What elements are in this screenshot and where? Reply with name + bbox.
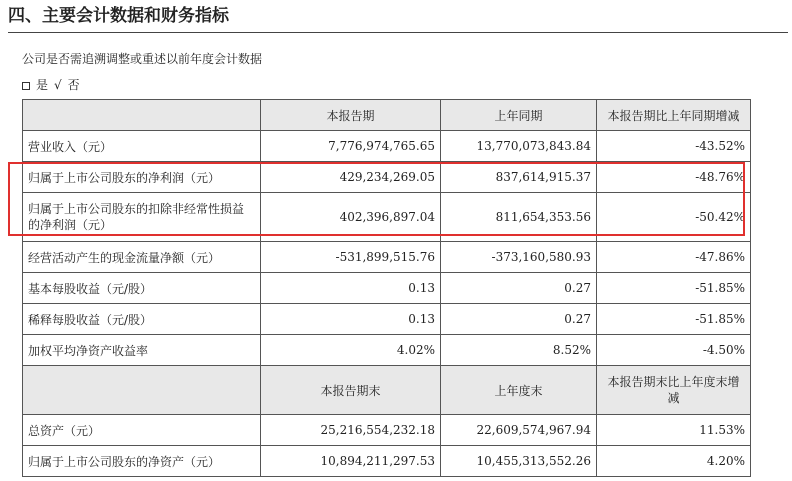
cell-value: -531,899,515.76 xyxy=(261,242,441,273)
check-mark: √ xyxy=(54,78,62,92)
header-label xyxy=(23,100,261,131)
restatement-question: 公司是否需追溯调整或重述以前年度会计数据 xyxy=(22,52,263,66)
section-title: 四、主要会计数据和财务指标 xyxy=(8,2,788,33)
table-row xyxy=(23,242,751,273)
cell-value: 0.13 xyxy=(261,304,441,335)
cell-value: 4.02% xyxy=(261,335,441,366)
cell-value: -48.76% xyxy=(597,162,751,193)
table-row xyxy=(23,335,751,366)
cell-value: -47.86% xyxy=(597,242,751,273)
table-header-row xyxy=(23,366,751,415)
header-prior-period: 上年同期 xyxy=(441,100,597,131)
cell-value: 0.27 xyxy=(441,273,597,304)
cell-value: -50.42% xyxy=(597,193,751,242)
row-label: 稀释每股收益（元/股） xyxy=(23,304,261,335)
option-no: 否 xyxy=(67,78,80,92)
header-prior-year-end: 上年度末 xyxy=(441,366,597,415)
restatement-options xyxy=(22,76,86,94)
cell-value: 8.52% xyxy=(441,335,597,366)
header-period-end: 本报告期末 xyxy=(261,366,441,415)
table-row xyxy=(23,162,751,193)
cell-value: 0.13 xyxy=(261,273,441,304)
row-label: 归属于上市公司股东的净资产（元） xyxy=(23,446,261,477)
cell-value: 837,614,915.37 xyxy=(441,162,597,193)
cell-value: -43.52% xyxy=(597,131,751,162)
cell-value: 11.53% xyxy=(597,415,751,446)
cell-value: -373,160,580.93 xyxy=(441,242,597,273)
table-row xyxy=(23,131,751,162)
row-label: 归属于上市公司股东的扣除非经常性损益的净利润（元） xyxy=(23,193,261,242)
cell-value: 10,455,313,552.26 xyxy=(441,446,597,477)
header-current-period: 本报告期 xyxy=(261,100,441,131)
table-row xyxy=(23,273,751,304)
table-row xyxy=(23,193,751,242)
cell-value: 0.27 xyxy=(441,304,597,335)
header-change: 本报告期比上年同期增减 xyxy=(597,100,751,131)
cell-value: 429,234,269.05 xyxy=(261,162,441,193)
row-label: 基本每股收益（元/股） xyxy=(23,273,261,304)
cell-value: 25,216,554,232.18 xyxy=(261,415,441,446)
checkbox-icon xyxy=(22,82,30,90)
cell-value: 811,654,353.56 xyxy=(441,193,597,242)
cell-value: -4.50% xyxy=(597,335,751,366)
row-label: 营业收入（元） xyxy=(23,131,261,162)
table-header-row xyxy=(23,100,751,131)
cell-value: 22,609,574,967.94 xyxy=(441,415,597,446)
cell-value: 7,776,974,765.65 xyxy=(261,131,441,162)
row-label: 总资产（元） xyxy=(23,415,261,446)
cell-value: -51.85% xyxy=(597,304,751,335)
table-row xyxy=(23,304,751,335)
cell-value: -51.85% xyxy=(597,273,751,304)
row-label: 加权平均净资产收益率 xyxy=(23,335,261,366)
table-row xyxy=(23,446,751,477)
row-label: 归属于上市公司股东的净利润（元） xyxy=(23,162,261,193)
header-change: 本报告期末比上年度末增减 xyxy=(597,366,751,415)
cell-value: 10,894,211,297.53 xyxy=(261,446,441,477)
row-label: 经营活动产生的现金流量净额（元） xyxy=(23,242,261,273)
table-row xyxy=(23,415,751,446)
financial-indicators-table xyxy=(22,99,751,477)
cell-value: 4.20% xyxy=(597,446,751,477)
option-yes: 是 xyxy=(36,78,49,92)
cell-value: 13,770,073,843.84 xyxy=(441,131,597,162)
header-label xyxy=(23,366,261,415)
cell-value: 402,396,897.04 xyxy=(261,193,441,242)
